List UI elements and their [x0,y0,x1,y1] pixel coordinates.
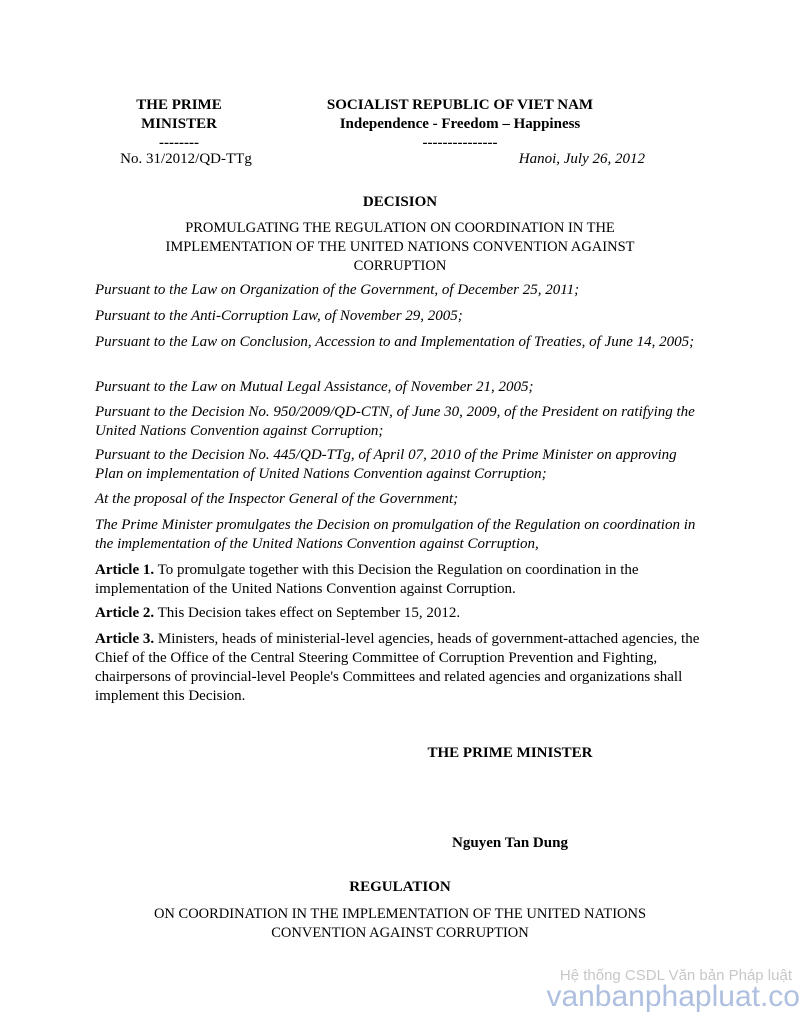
regulation-subtitle-line: CONVENTION AGAINST CORRUPTION [271,925,529,941]
regulation-subtitle [110,905,690,943]
decision-subtitle-line: IMPLEMENTATION OF THE UNITED NATIONS CONVENTION AGAINST [165,239,635,255]
article-label: Article 2. [95,605,155,621]
preamble-clause: Pursuant to the Law on Conclusion, Accession to and Implementation of Treaties, of June 14, 2005; [95,334,695,350]
article-2 [95,604,707,623]
issuer-line-1: THE PRIME [136,97,222,113]
national-rule: --------------- [422,135,498,151]
article-text: This Decision takes effect on September 15, 2012. [154,605,461,621]
watermark-site: vanbanphapluat.co [546,980,800,1013]
decision-subtitle [120,219,680,276]
watermark-caption: Hệ thống CSDL Văn bản Pháp luật [559,967,792,984]
issuer-line-2: MINISTER [141,116,217,132]
decision-title: DECISION [362,194,438,210]
decision-subtitle-line: PROMULGATING THE REGULATION ON COORDINATION IN THE [185,220,615,236]
signer-name: Nguyen Tan Dung [452,835,568,851]
signer-title: THE PRIME MINISTER [427,745,593,761]
document-date: Hanoi, July 26, 2012 [518,151,645,167]
preamble-clause: Pursuant to the Decision No. 445/QD-TTg, of April 07, 2010 of the Prime Minister on approving Plan on implementation of United Nations Convention against Corruption; [95,447,677,482]
preamble-clause: Pursuant to the Anti-Corruption Law, of November 29, 2005; [95,308,463,324]
regulation-subtitle-line: ON COORDINATION IN THE IMPLEMENTATION OF THE UNITED NATIONS [153,906,647,922]
regulation-title: REGULATION [349,879,451,895]
article-1 [95,561,707,599]
article-text: To promulgate together with this Decision the Regulation on coordination in the implementation of the United Nations Convention against Corruption. [95,562,639,597]
country-name: SOCIALIST REPUBLIC OF VIET NAM [326,97,594,113]
preamble-clause: Pursuant to the Law on Organization of the Government, of December 25, 2011; [95,282,580,298]
national-motto: Independence - Freedom – Happiness [339,116,581,132]
article-text: Ministers, heads of ministerial-level agencies, heads of government-attached agencies, the Chief of the Office of the Central Steering Committee of Corruption Prevention and Fighting, chairpersons of provincial-level People's Committees and related agencies and organizations shall implement this Decision. [95,631,700,704]
issuer-block [100,96,258,153]
article-label: Article 3. [95,631,155,647]
article-label: Article 1. [95,562,155,578]
issuer-rule: -------- [159,135,199,151]
preamble-clause: Pursuant to the Decision No. 950/2009/QD-CTN, of June 30, 2009, of the President on ratifying the United Nations Convention against Corruption; [95,404,695,439]
decision-subtitle-line: CORRUPTION [353,258,447,274]
preamble-clause: At the proposal of the Inspector General of the Government; [95,491,459,507]
preamble-clause: The Prime Minister promulgates the Decision on promulgation of the Regulation on coordination in the implementation of the United Nations Convention against Corruption, [95,517,696,552]
national-title-block [300,96,620,153]
document-number: No. 31/2012/QD-TTg [120,151,252,167]
article-3 [95,630,707,706]
preamble-clause: Pursuant to the Law on Mutual Legal Assistance, of November 21, 2005; [95,379,534,395]
